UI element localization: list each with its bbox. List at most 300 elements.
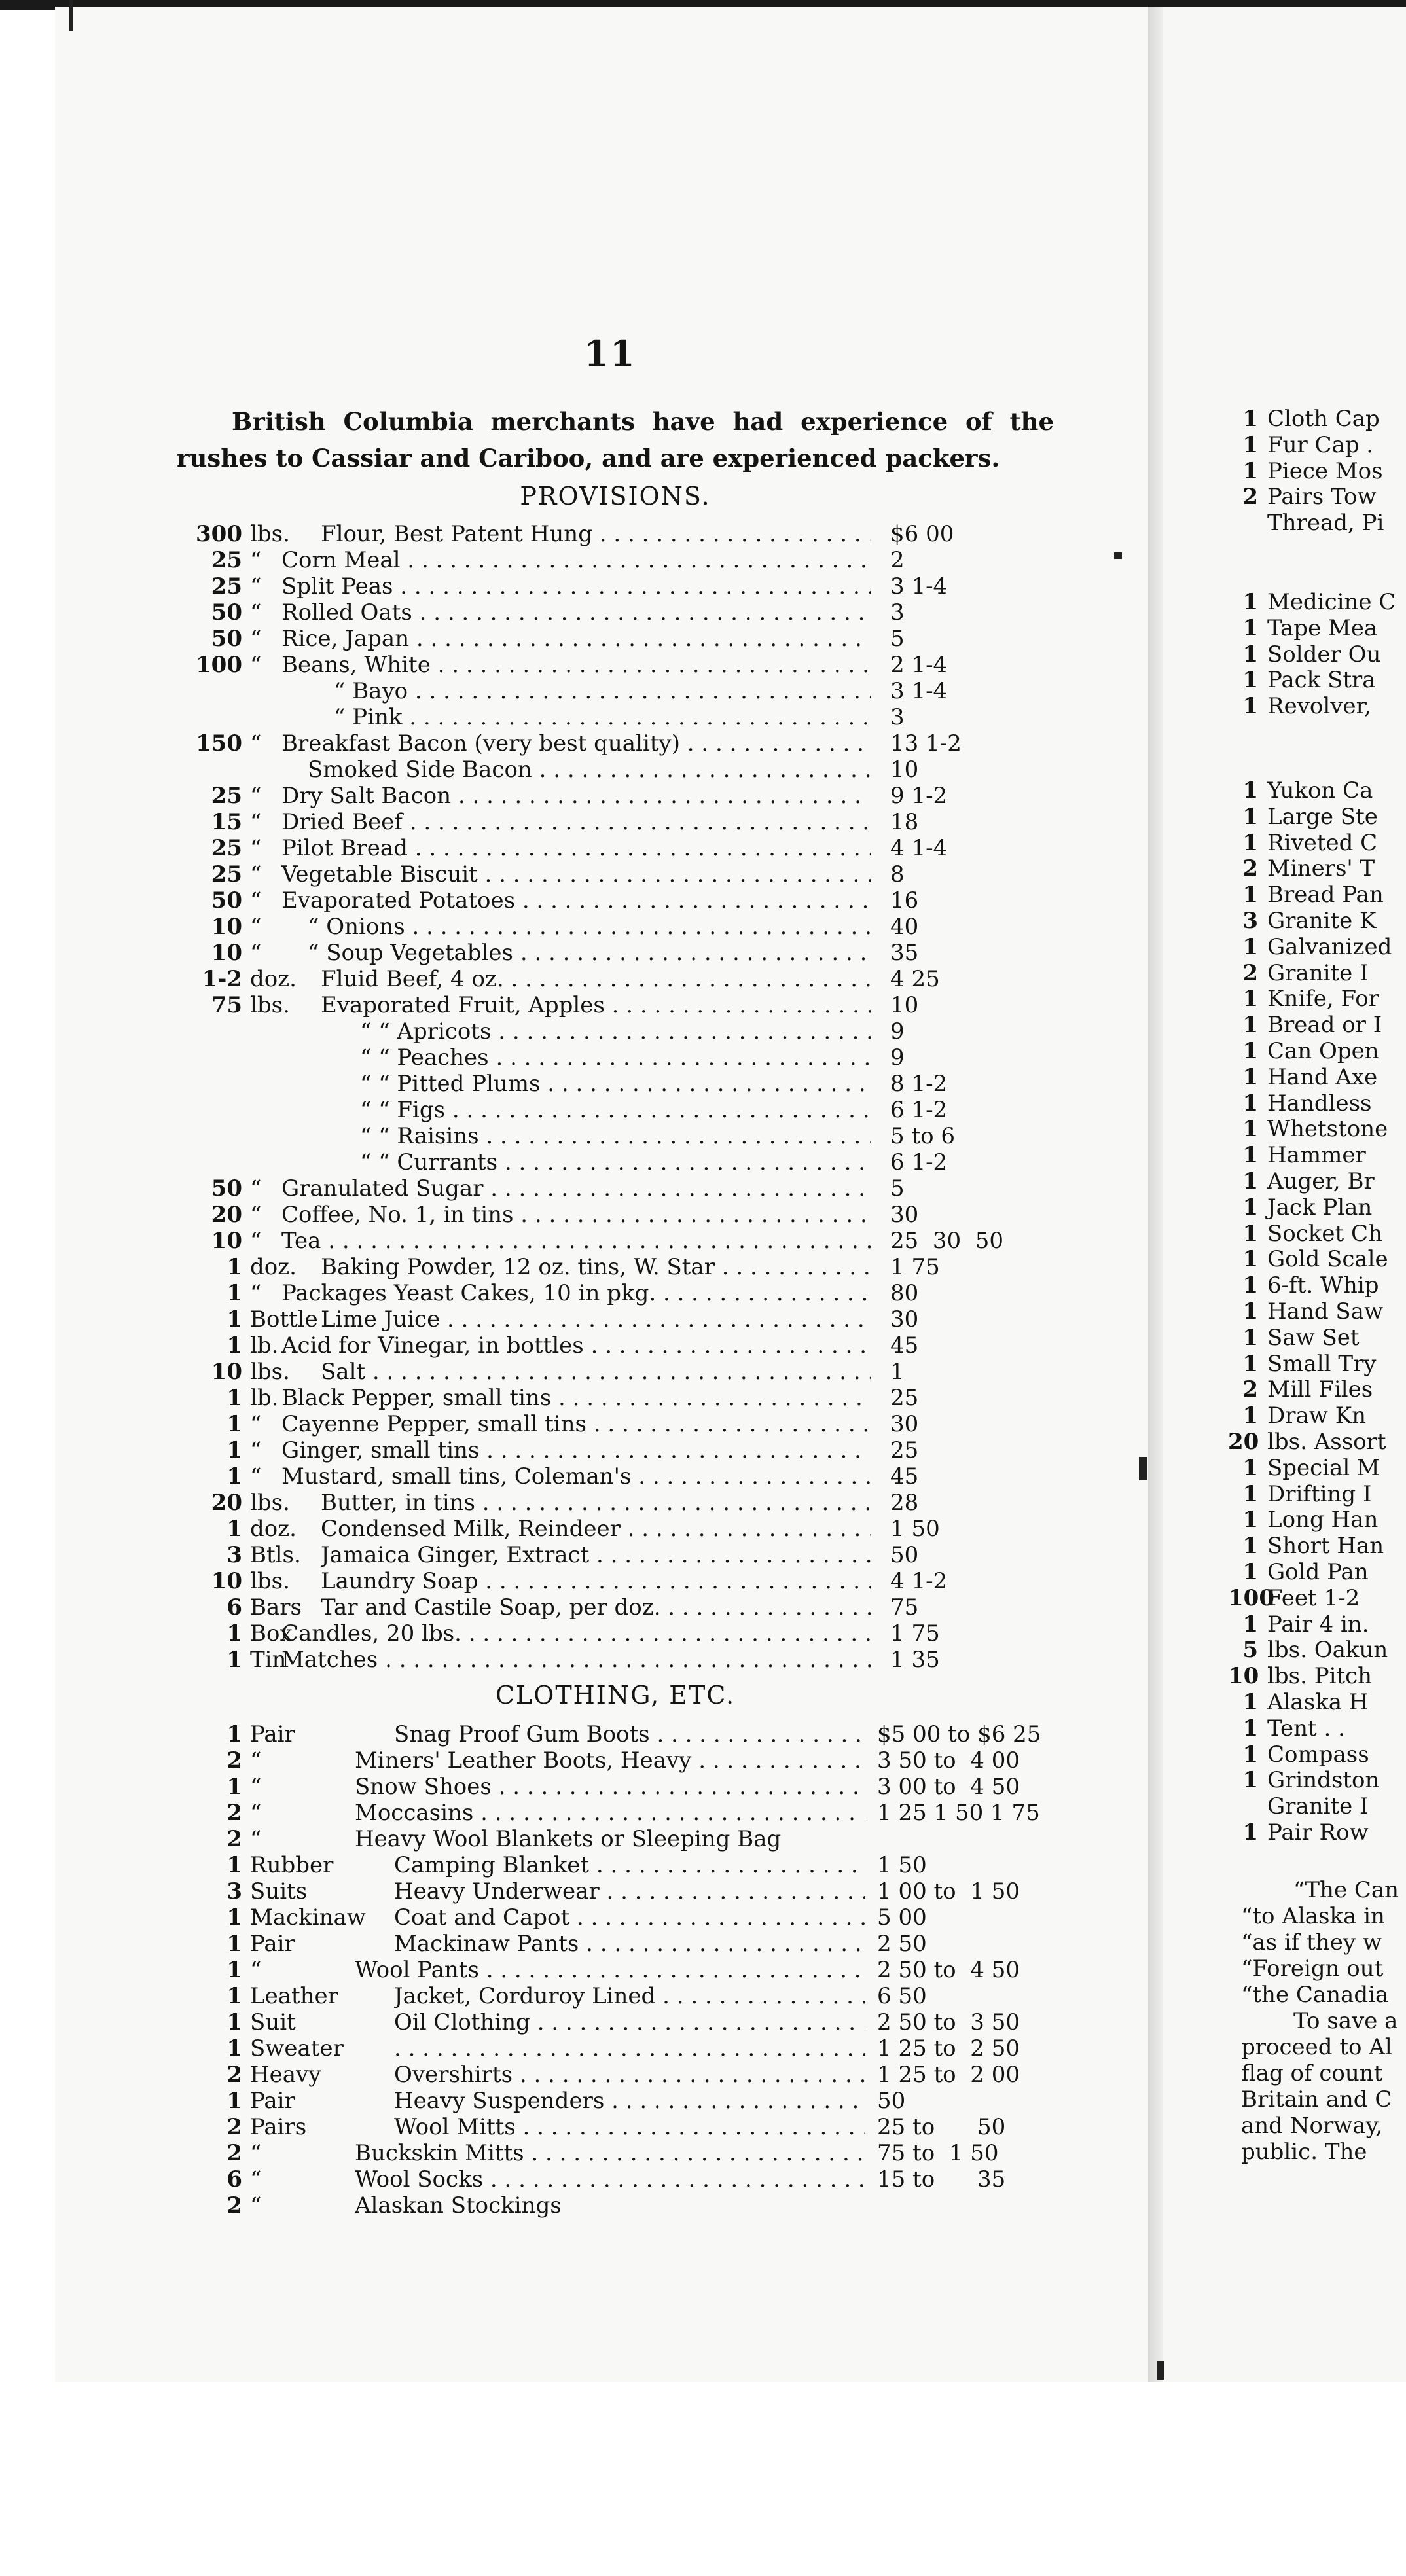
right-item-text: Revolver,	[1267, 693, 1371, 720]
item-price: 15 to 35	[877, 2166, 1006, 2192]
list-item	[177, 966, 1093, 992]
item-unit: “	[250, 887, 262, 914]
item-description: Salt . . .	[321, 1359, 871, 1385]
right-item-quantity: 1	[1242, 1819, 1258, 1846]
item-description: Vegetable Biscuit . . .	[281, 861, 871, 887]
list-item	[177, 1437, 1093, 1463]
item-price: 80	[890, 1280, 919, 1306]
list-item	[177, 757, 1093, 783]
right-paragraph-line: To save a	[1293, 2008, 1398, 2034]
item-quantity: 1	[226, 1905, 242, 1931]
item-price: 9 1-2	[890, 783, 948, 809]
item-quantity: 300	[196, 521, 242, 547]
item-quantity: 10	[211, 940, 242, 966]
item-price: 9	[890, 1045, 905, 1071]
list-item	[177, 1490, 1093, 1516]
right-list-item	[1228, 484, 1406, 510]
list-item	[177, 1905, 1093, 1931]
item-quantity: 10	[211, 914, 242, 940]
item-description: Condensed Milk, Reindeer . . .	[321, 1516, 871, 1542]
item-quantity: 1	[226, 1254, 242, 1280]
item-quantity: 25	[211, 573, 242, 599]
right-list-item	[1228, 1325, 1406, 1351]
right-list-item	[1228, 1559, 1406, 1585]
list-item	[177, 1018, 1093, 1045]
item-quantity: 25	[211, 783, 242, 809]
item-price: 3 00 to 4 50	[877, 1774, 1020, 1800]
right-list-item	[1228, 1533, 1406, 1559]
item-price: 1 25 to 2 50	[877, 2035, 1020, 2062]
item-description: Black Pepper, small tins . . .	[281, 1385, 871, 1411]
list-item	[177, 1747, 1093, 1774]
item-description: “ “ Currants . . .	[360, 1149, 871, 1175]
list-item	[177, 1800, 1093, 1826]
gutter-mark	[1157, 2361, 1164, 2380]
item-description: Buckskin Mitts . . .	[355, 2140, 865, 2166]
item-description: Butter, in tins . . .	[321, 1490, 871, 1516]
right-paragraph-line: “Foreign out	[1241, 1956, 1384, 1982]
item-description: Miners' Leather Boots, Heavy . . .	[355, 1747, 865, 1774]
right-item-text: Mill Files	[1267, 1376, 1373, 1403]
item-price: 50	[877, 2088, 906, 2114]
provisions-list	[177, 521, 1093, 1673]
list-item	[177, 1931, 1093, 1957]
item-description: Tar and Castile Soap, per doz. . . .	[321, 1594, 871, 1620]
list-item	[177, 730, 1093, 757]
item-unit: Heavy	[250, 2062, 321, 2088]
item-description: Evaporated Fruit, Apples . . .	[321, 992, 871, 1018]
item-price: 50	[890, 1542, 919, 1568]
list-item	[177, 2114, 1093, 2140]
right-list-item	[1228, 458, 1406, 484]
item-price: 1	[890, 1359, 905, 1385]
item-description: Ginger, small tins . . .	[281, 1437, 871, 1463]
item-description: Fluid Beef, 4 oz. . . .	[321, 966, 871, 992]
item-quantity: 20	[211, 1490, 242, 1516]
item-quantity: 150	[196, 730, 242, 757]
right-item-text: Drifting I	[1267, 1480, 1372, 1507]
right-item-text: Cloth Cap	[1267, 406, 1380, 432]
item-quantity: 2	[226, 2140, 242, 2166]
item-quantity: 75	[211, 992, 242, 1018]
right-item-quantity: 1	[1242, 1194, 1258, 1221]
item-price: 28	[890, 1490, 919, 1516]
list-item	[177, 1826, 1093, 1852]
right-list-item	[1228, 432, 1406, 458]
item-unit: doz.	[250, 966, 297, 992]
item-quantity: 1-2	[202, 966, 242, 992]
item-quantity: 2	[226, 2192, 242, 2219]
list-item	[177, 521, 1093, 547]
right-list-item	[1228, 1429, 1406, 1455]
right-item-text: Hand Saw	[1267, 1298, 1384, 1325]
list-item	[177, 992, 1093, 1018]
list-item	[177, 1878, 1093, 1905]
right-list-item	[1228, 1637, 1406, 1663]
right-item-text: Pair Row	[1267, 1819, 1369, 1846]
item-price: 5	[890, 626, 905, 652]
item-description: Overshirts . . .	[394, 2062, 865, 2088]
item-description: “ Pink . . .	[334, 704, 871, 730]
item-unit: doz.	[250, 1254, 297, 1280]
intro-paragraph: British Columbia merchants have had experience of the rushes to Cassiar and Cariboo, and are experienced packers.	[177, 407, 1054, 473]
list-item	[177, 861, 1093, 887]
right-item-text: Pair 4 in.	[1267, 1611, 1369, 1637]
list-item	[177, 2062, 1093, 2088]
item-unit: lbs.	[250, 1490, 290, 1516]
right-list-item	[1228, 1376, 1406, 1403]
right-list-item	[1228, 1351, 1406, 1377]
item-description: Heavy Suspenders . . .	[394, 2088, 865, 2114]
right-list-item	[1228, 1819, 1406, 1846]
list-item	[177, 1149, 1093, 1175]
right-item-quantity: 1	[1242, 986, 1258, 1012]
right-list-item	[1228, 1142, 1406, 1168]
right-item-text: Compass	[1267, 1741, 1369, 1768]
item-price: 3	[890, 704, 905, 730]
item-description: Beans, White . . .	[281, 652, 871, 678]
right-list-item	[1228, 1194, 1406, 1221]
item-description: Smoked Side Bacon . . .	[308, 757, 871, 783]
clothing-title: CLOTHING, ETC.	[495, 1681, 736, 1709]
right-item-quantity: 3	[1242, 908, 1258, 934]
item-quantity: 1	[226, 1983, 242, 2009]
item-unit: “	[250, 547, 262, 573]
item-description	[394, 2035, 865, 2062]
item-price: $6 00	[890, 521, 954, 547]
right-item-text: Large Ste	[1267, 803, 1378, 830]
right-paragraph-line: “The Can	[1293, 1877, 1399, 1903]
item-description: Camping Blanket . . .	[394, 1852, 865, 1878]
item-description: Corn Meal . . .	[281, 547, 871, 573]
item-price: 2	[890, 547, 905, 573]
item-unit: Btls.	[250, 1542, 301, 1568]
list-item	[177, 626, 1093, 652]
right-list-item	[1228, 1585, 1406, 1611]
item-price: 6 1-2	[890, 1097, 948, 1123]
right-item-quantity: 1	[1242, 406, 1258, 432]
list-item	[177, 1280, 1093, 1306]
list-item	[177, 1721, 1093, 1747]
item-unit: lbs.	[250, 521, 290, 547]
provisions-title: PROVISIONS.	[520, 482, 711, 510]
item-unit: “	[250, 730, 262, 757]
item-price: 13 1-2	[890, 730, 962, 757]
right-item-text: Long Han	[1267, 1507, 1379, 1533]
item-quantity: 50	[211, 887, 242, 914]
right-item-quantity: 1	[1242, 1142, 1258, 1169]
item-quantity: 1	[226, 1437, 242, 1463]
item-quantity: 1	[226, 2009, 242, 2035]
right-paragraph-line: flag of count	[1241, 2060, 1383, 2086]
right-item-text: 6-ft. Whip	[1267, 1272, 1379, 1299]
list-item	[177, 1620, 1093, 1647]
right-list-item	[1228, 510, 1406, 536]
list-item	[177, 1411, 1093, 1437]
right-item-quantity: 1	[1242, 1350, 1258, 1377]
item-description: Acid for Vinegar, in bottles . . .	[281, 1333, 871, 1359]
item-price: 16	[890, 887, 919, 914]
list-item	[177, 1516, 1093, 1542]
right-item-text: Bread or I	[1267, 1012, 1382, 1039]
list-item	[177, 1542, 1093, 1568]
item-unit: Bottle	[250, 1306, 318, 1333]
item-unit: lbs.	[250, 1568, 290, 1594]
item-price: 1 75	[890, 1620, 940, 1647]
right-paragraph-line: public. The	[1241, 2139, 1367, 2165]
right-item-text: Piece Mos	[1267, 457, 1383, 484]
item-description: “ “ Pitted Plums . . .	[360, 1071, 871, 1097]
right-item-text: Special M	[1267, 1454, 1380, 1481]
item-unit: “	[250, 1774, 262, 1800]
item-price: 8	[890, 861, 905, 887]
item-description: “ “ Raisins . . .	[360, 1123, 871, 1149]
item-unit: “	[250, 861, 262, 887]
item-description: Wool Pants . . .	[355, 1957, 865, 1983]
item-description: “ “ Apricots . . .	[360, 1018, 871, 1045]
item-price: 35	[890, 940, 919, 966]
list-item	[177, 940, 1093, 966]
right-item-quantity: 1	[1242, 1272, 1258, 1299]
item-description: “ Soup Vegetables . . .	[308, 940, 871, 966]
right-list-item	[1228, 1481, 1406, 1507]
right-item-quantity: 1	[1242, 829, 1258, 856]
item-price: 4 1-4	[890, 835, 948, 861]
item-price: 1 35	[890, 1647, 940, 1673]
item-quantity: 1	[226, 1385, 242, 1411]
right-item-quantity: 1	[1242, 667, 1258, 694]
item-price: 5 to 6	[890, 1123, 956, 1149]
right-item-text: Yukon Ca	[1267, 778, 1373, 804]
item-unit: Pair	[250, 2088, 295, 2114]
right-list-item	[1228, 1611, 1406, 1637]
item-price: 1 50	[890, 1516, 940, 1542]
item-quantity: 1	[226, 1852, 242, 1878]
item-description: Mackinaw Pants . . .	[394, 1931, 865, 1957]
list-item	[177, 1647, 1093, 1673]
list-item	[177, 809, 1093, 835]
item-quantity: 6	[226, 2166, 242, 2192]
right-item-quantity: 1	[1242, 1741, 1258, 1768]
right-item-text: Handless	[1267, 1090, 1372, 1117]
right-item-text: lbs. Oakun	[1267, 1637, 1388, 1664]
item-description: Snow Shoes . . .	[355, 1774, 865, 1800]
item-price: 25 30 50	[890, 1228, 1004, 1254]
item-quantity: 50	[211, 1175, 242, 1202]
right-item-text: Knife, For	[1267, 986, 1379, 1012]
list-item	[177, 704, 1093, 730]
item-quantity: 1	[226, 1774, 242, 1800]
item-quantity: 2	[226, 2114, 242, 2140]
right-item-quantity: 1	[1242, 778, 1258, 804]
right-item-text: Thread, Pi	[1267, 510, 1384, 537]
item-unit: lbs.	[250, 992, 290, 1018]
item-description: “ Onions . . .	[308, 914, 871, 940]
right-item-quantity: 1	[1242, 615, 1258, 641]
item-quantity: 1	[226, 1280, 242, 1306]
item-unit: “	[250, 1747, 262, 1774]
right-paragraph-line: proceed to Al	[1241, 2034, 1392, 2060]
list-item	[177, 1097, 1093, 1123]
item-quantity: 1	[226, 1647, 242, 1673]
list-item	[177, 599, 1093, 626]
item-price: 3 50 to 4 00	[877, 1747, 1020, 1774]
item-price: 45	[890, 1463, 919, 1490]
item-description: Flour, Best Patent Hung . . .	[321, 521, 871, 547]
right-paragraph-line: “the Canadia	[1241, 1982, 1389, 2008]
right-list-item	[1228, 615, 1406, 641]
right-list-item	[1228, 1168, 1406, 1194]
right-item-quantity: 1	[1242, 693, 1258, 720]
item-price: 2 50	[877, 1931, 927, 1957]
item-quantity: 1	[226, 1931, 242, 1957]
item-price: 9	[890, 1018, 905, 1045]
right-list-item	[1228, 1272, 1406, 1298]
right-list-item	[1228, 1064, 1406, 1090]
right-list-item	[1228, 778, 1406, 804]
list-item	[177, 1333, 1093, 1359]
item-quantity: 15	[211, 809, 242, 835]
right-list-item	[1228, 1689, 1406, 1715]
right-list-item	[1228, 804, 1406, 830]
item-unit: Suits	[250, 1878, 308, 1905]
item-description: Alaskan Stockings	[355, 2192, 562, 2219]
item-price: 30	[890, 1411, 919, 1437]
item-unit: “	[250, 1411, 262, 1437]
right-item-text: Granite I	[1267, 959, 1369, 986]
right-list-item	[1228, 908, 1406, 934]
list-item	[177, 1957, 1093, 1983]
item-unit: Rubber	[250, 1852, 334, 1878]
item-unit: “	[250, 1175, 262, 1202]
right-list-item	[1228, 1507, 1406, 1533]
right-list-item	[1228, 1793, 1406, 1819]
item-quantity: 1	[226, 2088, 242, 2114]
item-price: 5	[890, 1175, 905, 1202]
right-item-text: Tent . .	[1267, 1715, 1345, 1742]
list-item	[177, 1175, 1093, 1202]
item-unit: Tin	[250, 1647, 287, 1673]
item-unit: “	[250, 1437, 262, 1463]
right-item-text: Solder Ou	[1267, 641, 1381, 668]
item-unit: “	[250, 599, 262, 626]
item-quantity: 50	[211, 626, 242, 652]
item-quantity: 25	[211, 547, 242, 573]
item-description: Wool Mitts . . .	[394, 2114, 865, 2140]
right-item-quantity: 1	[1242, 1767, 1258, 1794]
right-item-text: Fur Cap .	[1267, 431, 1374, 458]
right-item-quantity: 1	[1242, 933, 1258, 960]
list-item	[177, 914, 1093, 940]
right-list-item	[1228, 1663, 1406, 1689]
right-item-text: Tape Mea	[1267, 615, 1378, 641]
item-unit: “	[250, 1826, 262, 1852]
right-item-text: Bread Pan	[1267, 882, 1384, 908]
list-item	[177, 652, 1093, 678]
item-description: Matches . . .	[281, 1647, 871, 1673]
item-unit: Pair	[250, 1721, 295, 1747]
right-item-text: Small Try	[1267, 1350, 1377, 1377]
right-list-item	[1228, 1221, 1406, 1247]
item-description: Baking Powder, 12 oz. tins, W. Star . . .	[321, 1254, 871, 1280]
right-item-quantity: 1	[1242, 1480, 1258, 1507]
right-item-text: Draw Kn	[1267, 1403, 1366, 1429]
item-description: Laundry Soap . . .	[321, 1568, 871, 1594]
right-item-text: Socket Ch	[1267, 1220, 1382, 1247]
right-list-item	[1228, 1455, 1406, 1481]
item-price: 25	[890, 1437, 919, 1463]
item-unit: “	[250, 914, 262, 940]
right-paragraph-line: “as if they w	[1241, 1929, 1382, 1956]
right-item-quantity: 1	[1242, 803, 1258, 830]
right-item-quantity: 1	[1242, 1507, 1258, 1533]
item-price: 6 50	[877, 1983, 927, 2009]
item-unit: “	[250, 1202, 262, 1228]
item-unit: lbs.	[250, 1359, 290, 1385]
item-unit: Leather	[250, 1983, 338, 2009]
item-price: 30	[890, 1202, 919, 1228]
item-unit: “	[250, 2192, 262, 2219]
right-item-text: Granite I	[1267, 1793, 1369, 1820]
right-item-text: Auger, Br	[1267, 1168, 1375, 1194]
item-unit: Suit	[250, 2009, 296, 2035]
right-item-quantity: 1	[1242, 1012, 1258, 1039]
page-number: 11	[584, 332, 636, 374]
item-quantity: 10	[211, 1228, 242, 1254]
right-list-item	[1228, 1038, 1406, 1064]
item-quantity: 1	[226, 1957, 242, 1983]
item-description: Rice, Japan . . .	[281, 626, 871, 652]
item-quantity: 3	[226, 1542, 242, 1568]
item-price: 3 1-4	[890, 678, 948, 704]
right-item-quantity: 2	[1242, 959, 1258, 986]
list-item	[177, 2088, 1093, 2114]
item-description: Split Peas . . .	[281, 573, 871, 599]
right-list-item	[1228, 1767, 1406, 1793]
right-item-quantity: 1	[1242, 1168, 1258, 1194]
right-item-quantity: 5	[1242, 1637, 1258, 1664]
item-quantity: 2	[226, 1826, 242, 1852]
right-paragraph-line: Britain and C	[1241, 2086, 1392, 2113]
item-quantity: 2	[226, 2062, 242, 2088]
list-item	[177, 1306, 1093, 1333]
item-description: Heavy Underwear . . .	[394, 1878, 865, 1905]
item-description: Coat and Capot . . .	[394, 1905, 865, 1931]
item-price: 8 1-2	[890, 1071, 948, 1097]
right-list-item	[1228, 960, 1406, 986]
right-item-text: Galvanized	[1267, 933, 1392, 960]
item-unit: Sweater	[250, 2035, 344, 2062]
right-item-text: Gold Pan	[1267, 1559, 1369, 1585]
right-list-item	[1228, 1298, 1406, 1325]
item-price: 4 1-2	[890, 1568, 948, 1594]
right-item-quantity: 100	[1228, 1584, 1274, 1611]
right-item-quantity: 1	[1242, 457, 1258, 484]
item-quantity: 1	[226, 1306, 242, 1333]
right-list-item	[1228, 934, 1406, 960]
item-price: 10	[890, 757, 919, 783]
right-list-item	[1228, 667, 1406, 693]
item-unit: “	[250, 1463, 262, 1490]
right-item-quantity: 1	[1242, 1090, 1258, 1117]
right-item-quantity: 2	[1242, 484, 1258, 510]
right-item-quantity: 1	[1242, 1689, 1258, 1715]
item-unit: “	[250, 1228, 262, 1254]
item-description: Coffee, No. 1, in tins . . .	[281, 1202, 871, 1228]
list-item	[177, 835, 1093, 861]
right-item-text: Can Open	[1267, 1038, 1379, 1064]
gutter-mark	[1114, 552, 1122, 559]
